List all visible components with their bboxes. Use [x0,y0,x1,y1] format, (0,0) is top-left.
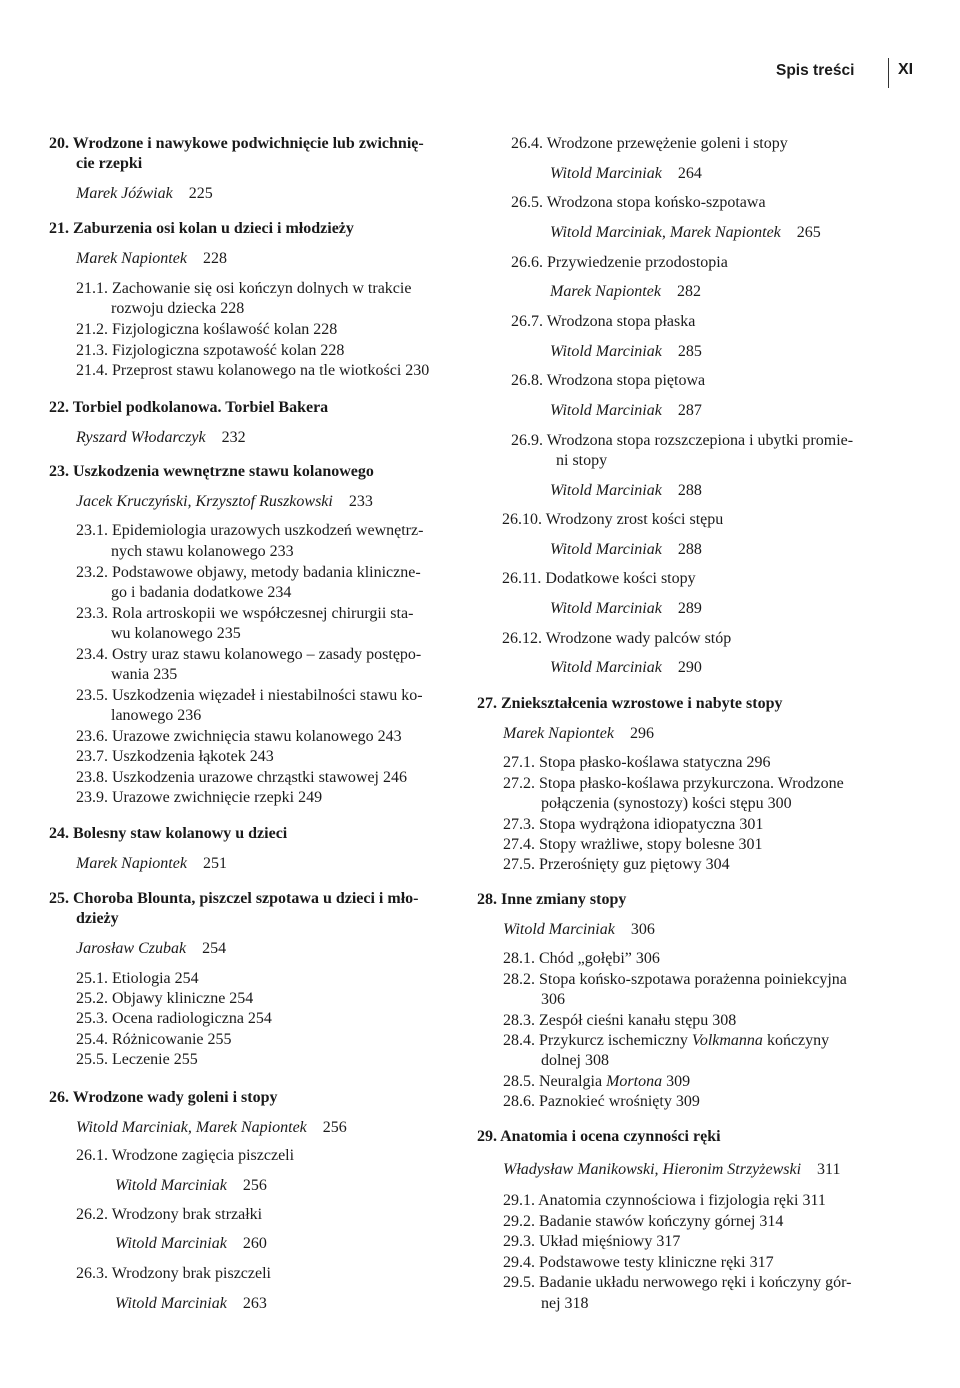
toc-entry [76,1205,262,1225]
toc-entry [511,134,788,154]
toc-entry [541,990,565,1010]
author-line [550,223,821,243]
toc-entry [76,1050,198,1070]
entry-text: lanowego 236 [111,707,202,724]
entry-text: 21. Zaburzenia osi kolan u dzieci i młodzieży [49,220,354,237]
entry-text: 21.2. Fizjologiczna koślawość kolan 228 [76,321,338,338]
entry-text: 20. Wrodzone i nawykowe podwichnięcie lub zwichnię- [49,135,424,152]
page-ref: 264 [677,165,702,182]
toc-entry [511,253,728,273]
author-line [115,1176,267,1196]
author-line [550,282,701,302]
entry-text: 29.1. Anatomia czynnościowa i fizjologia ręki 311 [503,1192,826,1209]
toc-entry [502,569,696,589]
author-line [503,920,655,940]
toc-entry [76,521,423,541]
chapter-title [76,154,142,174]
page-ref: 251 [202,855,227,872]
entry-text: 23.8. Uszkodzenia urazowe chrząstki stawowej 246 [76,769,407,786]
toc-entry [111,542,294,562]
author-line [550,540,702,560]
toc-entry [541,794,792,814]
toc-entry [503,835,763,855]
entry-text: 23.1. Epidemiologia urazowych uszkodzeń wewnętrz- [76,522,424,539]
toc-entry [76,747,274,767]
running-head-title: Spis treści [776,62,855,79]
author-line [503,724,654,744]
page-ref: 282 [676,283,701,300]
toc-entry [111,665,177,685]
entry-text: 25.3. Ocena radiologiczna 254 [76,1010,272,1027]
toc-entry [511,431,853,451]
toc-entry [76,361,429,381]
author-line [115,1294,267,1314]
toc-entry [511,193,766,213]
page-ref: 256 [322,1119,347,1136]
entry-text: ni stopy [556,452,608,469]
toc-entry [76,1264,271,1284]
toc-entry [111,706,201,726]
toc-entry [111,583,291,603]
toc-entry [511,371,705,391]
entry-text: kończyny [762,1032,830,1049]
chapter-title [477,1127,721,1147]
toc-entry [76,279,411,299]
toc-entry [76,645,421,665]
entry-text: 25.4. Różnicowanie 255 [76,1031,232,1048]
toc-entry [502,510,723,530]
entry-text: 24. Bolesny staw kolanowy u dzieci [49,825,288,842]
entry-text: 23.4. Ostry uraz stawu kolanowego – zasady postępo- [76,646,422,663]
chapter-title [49,824,287,844]
author-line [76,184,213,204]
toc-entry [76,768,407,788]
entry-text: 23.7. Uszkodzenia łąkotek 243 [76,748,274,765]
toc-entry [503,1191,826,1211]
entry-text: 28.3. Zespół cieśni kanału stępu 308 [503,1012,737,1029]
toc-entry [541,1051,609,1071]
chapter-title [49,889,418,909]
author-line [550,164,702,184]
entry-text: 28.5. Neuralgia [503,1073,607,1090]
toc-entry [76,727,402,747]
toc-entry [76,604,413,624]
entry-text: 26.5. Wrodzona stopa końsko-szpotawa [511,194,766,211]
entry-text: 27. Zniekształcenia wzrostowe i nabyte stopy [477,695,783,712]
author-line [550,481,702,501]
entry-text: 21.4. Przeprost stawu kolanowego na tle wiotkości 230 [76,362,430,379]
chapter-title [49,134,424,154]
page-ref: 265 [796,224,821,241]
entry-text: 25.2. Objawy kliniczne 254 [76,990,254,1007]
toc-entry [76,341,344,361]
entry-text: Witold Marciniak [550,482,662,499]
entry-text: 26.1. Wrodzone zagięcia piszczeli [76,1147,295,1164]
page-ref: 254 [202,940,227,957]
page-header [0,0,960,100]
entry-text: 27.1. Stopa płasko-koślawa statyczna 296 [503,754,771,771]
toc-entry [556,451,607,471]
entry-text: 26.10. Wrodzony zrost kości stępu [502,511,724,528]
entry-text: wania 235 [111,666,178,683]
toc-entry [503,1253,774,1273]
toc-entry [76,320,337,340]
entry-text: Marek Napiontek [550,283,661,300]
entry-text: rozwoju dziecka 228 [111,300,245,317]
toc-entry [76,969,199,989]
entry-text: dzieży [76,910,119,927]
entry-text: 26.4. Wrodzone przewężenie goleni i stopy [511,135,788,152]
toc-entry [503,949,660,969]
entry-text: 27.4. Stopy wrażliwe, stopy bolesne 301 [503,836,763,853]
author-line [550,401,702,421]
entry-text: wu kolanowego 235 [111,625,241,642]
entry-text: Witold Marciniak [550,659,662,676]
entry-text: 23.2. Podstawowe objawy, metody badania kliniczne- [76,564,421,581]
entry-text: 28.6. Paznokieć wrośnięty 309 [503,1093,700,1110]
entry-text: 23.6. Urazowe zwichnięcia stawu kolanowego 243 [76,728,402,745]
entry-text: dolnej 308 [541,1052,609,1069]
entry-text: 309 [662,1073,691,1090]
author-line [550,658,702,678]
entry-text: Witold Marciniak [115,1295,227,1312]
entry-text: Witold Marciniak [115,1177,227,1194]
entry-text: Witold Marciniak [550,343,662,360]
entry-text: 27.2. Stopa płasko-koślawa przykurczona. Wrodzone [503,775,844,792]
entry-text: 27.5. Przerośnięty guz piętowy 304 [503,856,730,873]
page-ref: 288 [677,541,702,558]
toc-entry [503,1212,783,1232]
page-ref: 290 [677,659,702,676]
entry-text: 26.7. Wrodzona stopa płaska [511,313,696,330]
author-line [76,939,226,959]
entry-text: Witold Marciniak [550,402,662,419]
entry-text: 27.3. Stopa wydrążona idiopatyczna 301 [503,816,764,833]
chapter-title [49,462,374,482]
toc-entry [503,774,844,794]
toc-entry [503,1092,700,1112]
entry-text: 25.5. Leczenie 255 [76,1051,198,1068]
entry-text: 25. Choroba Blounta, piszczel szpotawa u dzieci i mło- [49,890,419,907]
entry-text: nej 318 [541,1295,589,1312]
toc-entry [503,1072,690,1092]
entry-text: Władysław Manikowski, Hieronim Strzyżewski [503,1161,802,1178]
entry-text: Witold Marciniak [550,541,662,558]
toc-entry [76,989,253,1009]
page-ref: 285 [677,343,702,360]
entry-text: 28.4. Przykurcz ischemiczny [503,1032,692,1049]
entry-text: Marek Jóźwiak [76,185,173,202]
header-divider [888,58,889,88]
chapter-title [49,1088,277,1108]
entry-text: 29.5. Badanie układu nerwowego ręki i kończyny gór- [503,1274,852,1291]
toc-entry [76,1009,272,1029]
author-line [76,492,373,512]
entry-text: Witold Marciniak, Marek Napiontek [76,1119,307,1136]
entry-text: Jarosław Czubak [76,940,187,957]
toc-entry [503,753,771,773]
page-ref: 287 [677,402,702,419]
chapter-title [49,398,328,418]
page-ref: 256 [242,1177,267,1194]
entry-text: Marek Napiontek [76,855,187,872]
entry-text: Marek Napiontek [503,725,614,742]
toc-entry [511,312,695,332]
chapter-title [477,694,782,714]
page-ref: 228 [202,250,227,267]
toc-entry [503,1273,851,1293]
entry-text: 29. Anatomia i ocena czynności ręki [477,1128,721,1145]
eponym-text: Mortona [606,1073,663,1090]
entry-text: Witold Marciniak [115,1235,227,1252]
toc-entry [76,563,421,583]
entry-text: 23. Uszkodzenia wewnętrzne stawu kolanowego [49,463,374,480]
entry-text: 26.12. Wrodzone wady palców stóp [502,630,732,647]
toc-entry [503,1232,680,1252]
entry-text: 26.8. Wrodzona stopa piętowa [511,372,706,389]
toc-entry [76,788,322,808]
toc-entry [76,686,423,706]
entry-text: 26. Wrodzone wady goleni i stopy [49,1089,278,1106]
author-line [76,428,246,448]
toc-entry [76,1146,294,1166]
entry-text: Ryszard Włodarczyk [76,429,206,446]
chapter-title [477,890,626,910]
entry-text: 23.5. Uszkodzenia więzadeł i niestabilności stawu ko- [76,687,423,704]
entry-text: Witold Marciniak [550,165,662,182]
entry-text: 29.3. Układ mięśniowy 317 [503,1233,681,1250]
toc-entry [503,855,730,875]
entry-text: 29.2. Badanie stawów kończyny górnej 314 [503,1213,784,1230]
author-line [76,1118,347,1138]
entry-text: 21.1. Zachowanie się osi kończyn dolnych w trakcie [76,280,412,297]
page-ref: 288 [677,482,702,499]
toc-entry [541,1294,589,1314]
entry-text: 26.6. Przywiedzenie przodostopia [511,254,728,271]
author-line [76,249,227,269]
toc-entry [111,624,241,644]
entry-text: 28.2. Stopa końsko-szpotawa porażenna poiniekcyjna [503,971,847,988]
author-line [503,1160,840,1180]
entry-text: 25.1. Etiologia 254 [76,970,199,987]
entry-text: 23.3. Rola artroskopii we współczesnej chirurgii sta- [76,605,414,622]
entry-text: 29.4. Podstawowe testy kliniczne ręki 317 [503,1254,774,1271]
chapter-title [49,219,354,239]
entry-text: 28.1. Chód „gołębi” 306 [503,950,660,967]
author-line [550,342,702,362]
entry-text: Witold Marciniak [503,921,615,938]
toc-entry [503,1011,736,1031]
entry-text: Marek Napiontek [76,250,187,267]
entry-text: 26.9. Wrodzona stopa rozszczepiona i ubytki promie- [511,432,854,449]
toc-entry [76,1030,232,1050]
entry-text: połączenia (synostozy) kości stępu 300 [541,795,792,812]
entry-text: Witold Marciniak [550,600,662,617]
page-ref: 260 [242,1235,267,1252]
entry-text: cie rzepki [76,155,143,172]
page-ref: 233 [348,493,373,510]
entry-text: nych stawu kolanowego 233 [111,543,294,560]
entry-text: Jacek Kruczyński, Krzysztof Ruszkowski [76,493,333,510]
entry-text: 26.3. Wrodzony brak piszczeli [76,1265,271,1282]
author-line [550,599,702,619]
entry-text: 28. Inne zmiany stopy [477,891,627,908]
toc-entry [503,970,847,990]
page-ref: 311 [817,1161,841,1178]
toc-entry [111,299,244,319]
page-ref: 225 [188,185,213,202]
toc-entry [503,815,763,835]
page-ref: 232 [221,429,246,446]
entry-text: 22. Torbiel podkolanowa. Torbiel Bakera [49,399,329,416]
page-ref: 263 [242,1295,267,1312]
author-line [115,1234,267,1254]
page-ref: 296 [629,725,654,742]
entry-text: 23.9. Urazowe zwichnięcie rzepki 249 [76,789,323,806]
page-number: XI [898,61,914,78]
chapter-title [76,909,119,929]
entry-text: 21.3. Fizjologiczna szpotawość kolan 228 [76,342,345,359]
eponym-text: Volkmanna [691,1032,763,1049]
toc-entry [502,629,731,649]
toc-entry [503,1031,829,1051]
page-ref: 289 [677,600,702,617]
entry-text: go i badania dodatkowe 234 [111,584,292,601]
author-line [76,854,227,874]
entry-text: 306 [541,991,565,1008]
entry-text: 26.11. Dodatkowe kości stopy [502,570,696,587]
entry-text: Witold Marciniak, Marek Napiontek [550,224,781,241]
page-ref: 306 [630,921,655,938]
entry-text: 26.2. Wrodzony brak strzałki [76,1206,263,1223]
